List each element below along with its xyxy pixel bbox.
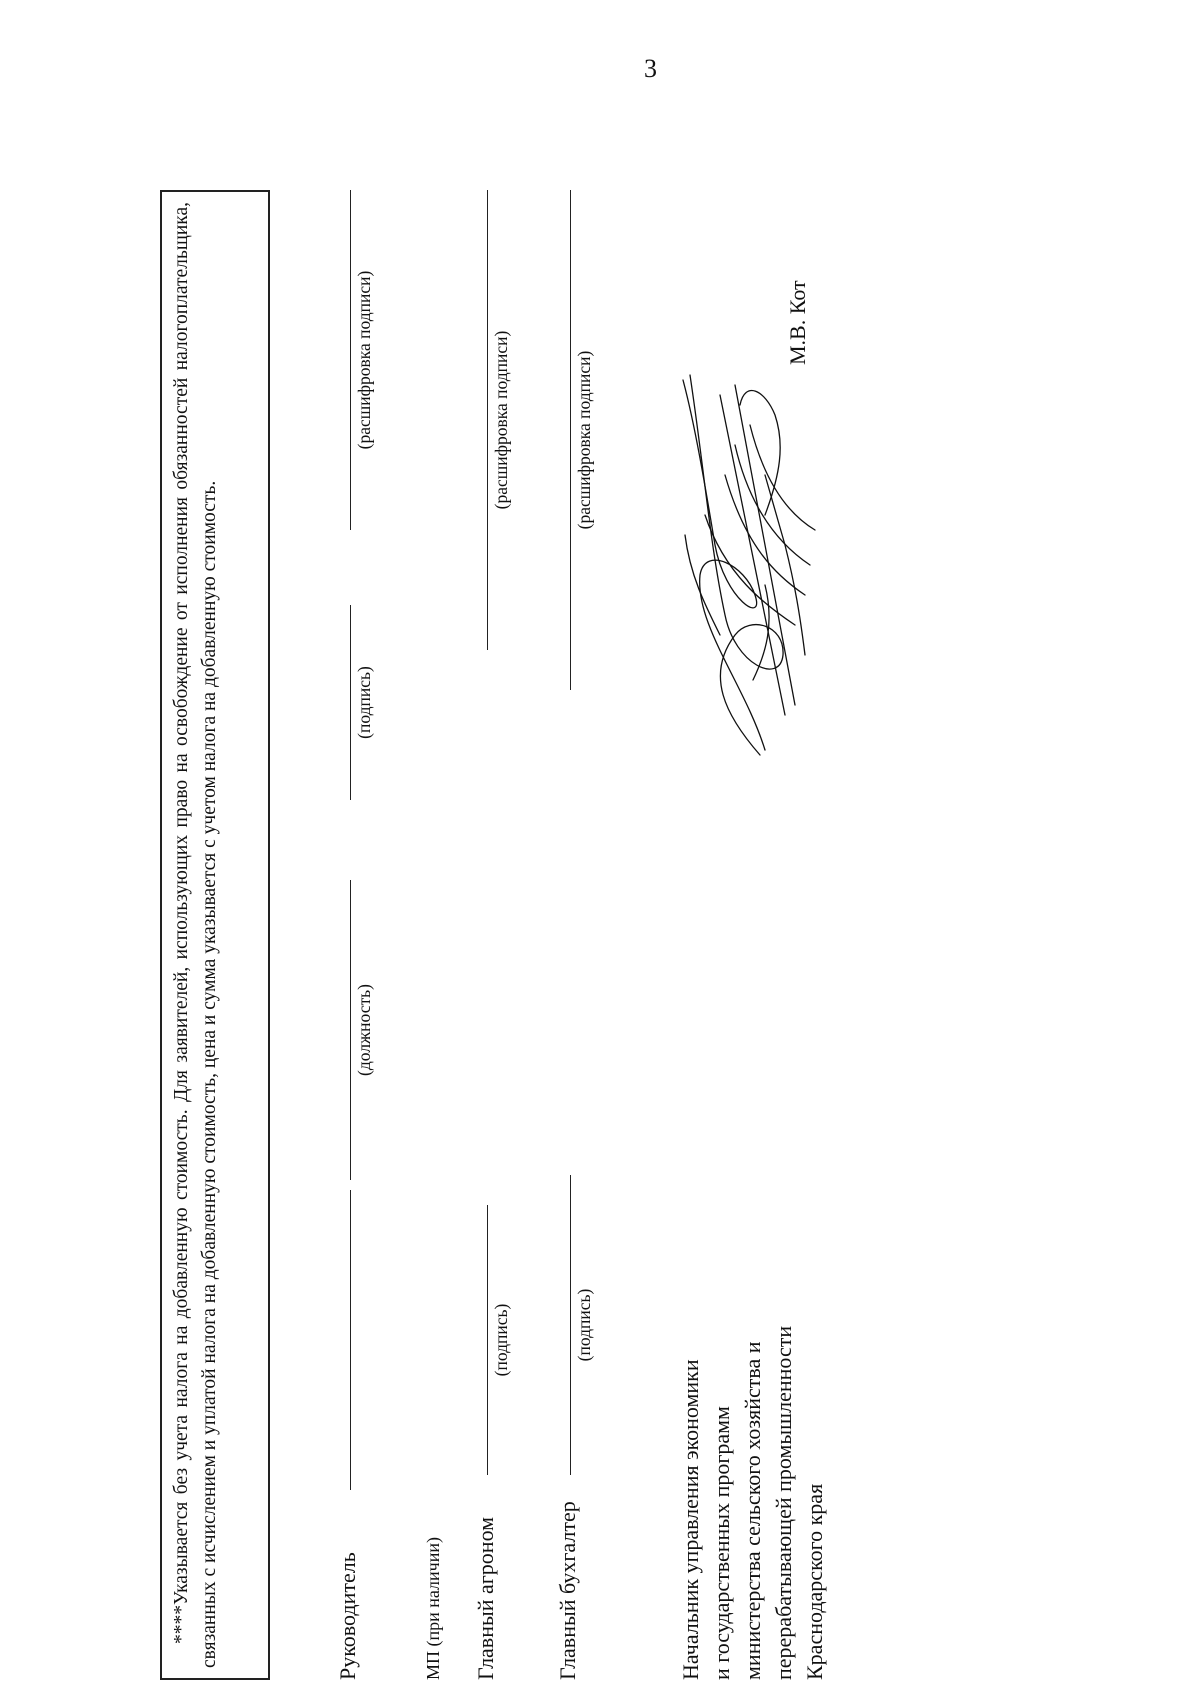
official-title-line: министерства сельского хозяйства и (740, 1341, 765, 1680)
head-decoding-caption: (расшифровка подписи) (354, 270, 374, 450)
head-label: Руководитель (335, 1552, 360, 1680)
official-name: М.В. Кот (785, 280, 810, 365)
agronomist-decoding-caption: (расшифровка подписи) (491, 330, 511, 510)
stamp-label: МП (при наличии) (423, 1537, 443, 1680)
head-signature-caption: (подпись) (354, 666, 374, 739)
official-title-line: Начальник управления экономики (678, 1359, 703, 1680)
official-title-line: и государственных программ (709, 1406, 734, 1680)
footnote-text: ****Указывается без учета налога на добавленную стоимость. Для заявителей, использующих право на освобождение от исполнения обязанностей налогоплательщика, связанных с исчислением и уплатой налога на добавленную стоимость, цена и сумма указывается с учетом налога на добавленную стоимость. (171, 202, 220, 1668)
accountant-signature-caption: (подпись) (574, 1288, 594, 1362)
agronomist-signature-line (487, 1205, 488, 1475)
agronomist-decoding-line (487, 190, 488, 650)
head-decoding-line (350, 190, 351, 530)
accountant-decoding-caption: (расшифровка подписи) (574, 350, 594, 530)
official-title-line: Краснодарского края (802, 1483, 827, 1680)
head-signature-line (350, 605, 351, 800)
agronomist-label: Главный агроном (473, 1516, 498, 1680)
head-position-caption: (должность) (354, 984, 374, 1076)
rotated-content (160, 85, 1010, 1680)
handwritten-signature (665, 355, 825, 775)
accountant-signature-line (570, 1175, 571, 1475)
official-title (675, 1326, 830, 1680)
accountant-decoding-line (570, 190, 571, 690)
agronomist-signature-caption: (подпись) (491, 1303, 511, 1377)
accountant-label: Главный бухгалтер (555, 1501, 580, 1680)
head-position-line (350, 1190, 351, 1490)
head-position-line-2 (350, 880, 351, 1180)
official-title-line: перерабатывающей промышленности (771, 1325, 796, 1680)
footnote-box (160, 190, 270, 1680)
page-number: 3 (644, 54, 657, 83)
